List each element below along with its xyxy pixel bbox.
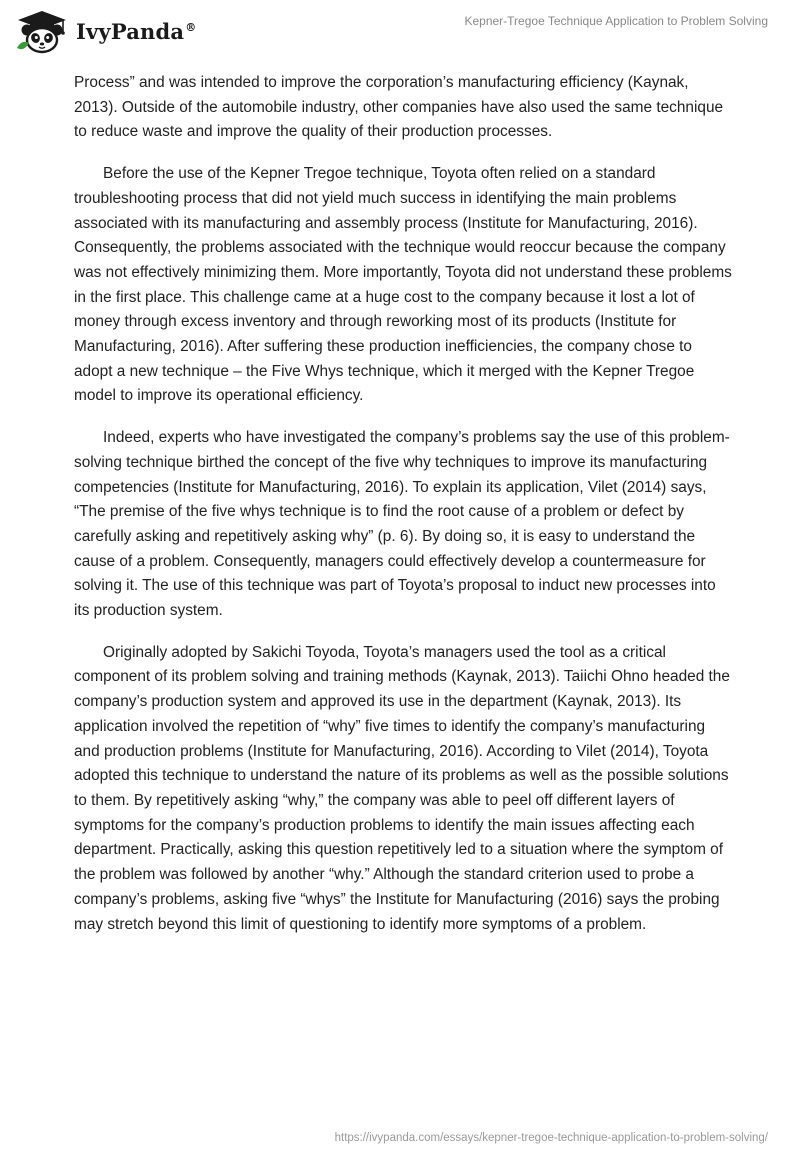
panda-graduate-icon <box>14 8 70 54</box>
page-header <box>0 0 800 64</box>
document-title: Kepner-Tregoe Technique Application to Problem Solving <box>464 14 768 28</box>
paragraph: Process” and was intended to improve the corporation’s manufacturing efficiency (Kaynak, 2013). Outside of the automobile industry, other companies have also used the same technique to reduce waste and improve the quality of their production processes. <box>74 74 724 141</box>
paragraph: Indeed, experts who have investigated the company’s problems say the use of this problem-solving technique birthed the concept of the five why techniques to improve its manufacturing competencies (Institute for Manufacturing, 2016). To explain its application, Vilet (2014) says, “The premise of the five whys technique is to find the root cause of a problem or defect by carefully asking and repetitively asking why” (p. 6). By doing so, it is easy to understand the cause of a problem. Consequently, managers could effectively develop a countermeasure for solving it. The use of this technique was part of Toyota’s proposal to induct new processes into its production system. <box>74 429 730 620</box>
paragraph: Originally adopted by Sakichi Toyoda, Toyota’s managers used the tool as a critical component of its problem solving and training methods (Kaynak, 2013). Taiichi Ohno headed the company’s production system and approved its use in the department (Kaynak, 2013). Its application involved the repetition of “why” five times to identify the company’s manufacturing and production problems (Institute for Manufacturing, 2016). According to Vilet (2014), Toyota adopted this technique to understand the nature of its problems as well as the possible solutions to them. By repetitively asking “why,” the company was able to peel off different layers of symptoms for the company’s production problems to identify the main issues affecting each department. Practically, asking this question repetitively led to a situation where the symptom of the problem was followed by another “why.” Although the standard criterion used to probe a company’s problems, asking five “whys” the Institute for Manufacturing (2016) says the probing may stretch beyond this limit of questioning to identify more symptoms of a problem. <box>74 643 730 933</box>
paragraph: Before the use of the Kepner Tregoe technique, Toyota often relied on a standard troubleshooting process that did not yield much success in identifying the main problems associated with its manufacturing and assembly process (Institute for Manufacturing, 2016). Consequently, the problems associated with the technique would reoccur because the company was not effectively minimizing them. More importantly, Toyota did not understand these problems in the first place. This challenge came at a huge cost to the company because it lost a lot of money through excess inventory and through reworking most of its products (Institute for Manufacturing, 2016). After suffering these production inefficiencies, the company chose to adopt a new technique – the Five Whys technique, which it merged with the Kepner Tregoe model to improve its operational efficiency. <box>74 165 732 405</box>
source-url[interactable]: https://ivypanda.com/essays/kepner-tregoe-technique-application-to-problem-solving/ <box>334 1132 768 1144</box>
ivypanda-logo[interactable] <box>14 8 196 54</box>
brand-name: IvyPanda® <box>76 18 197 44</box>
essay-body <box>74 71 734 954</box>
